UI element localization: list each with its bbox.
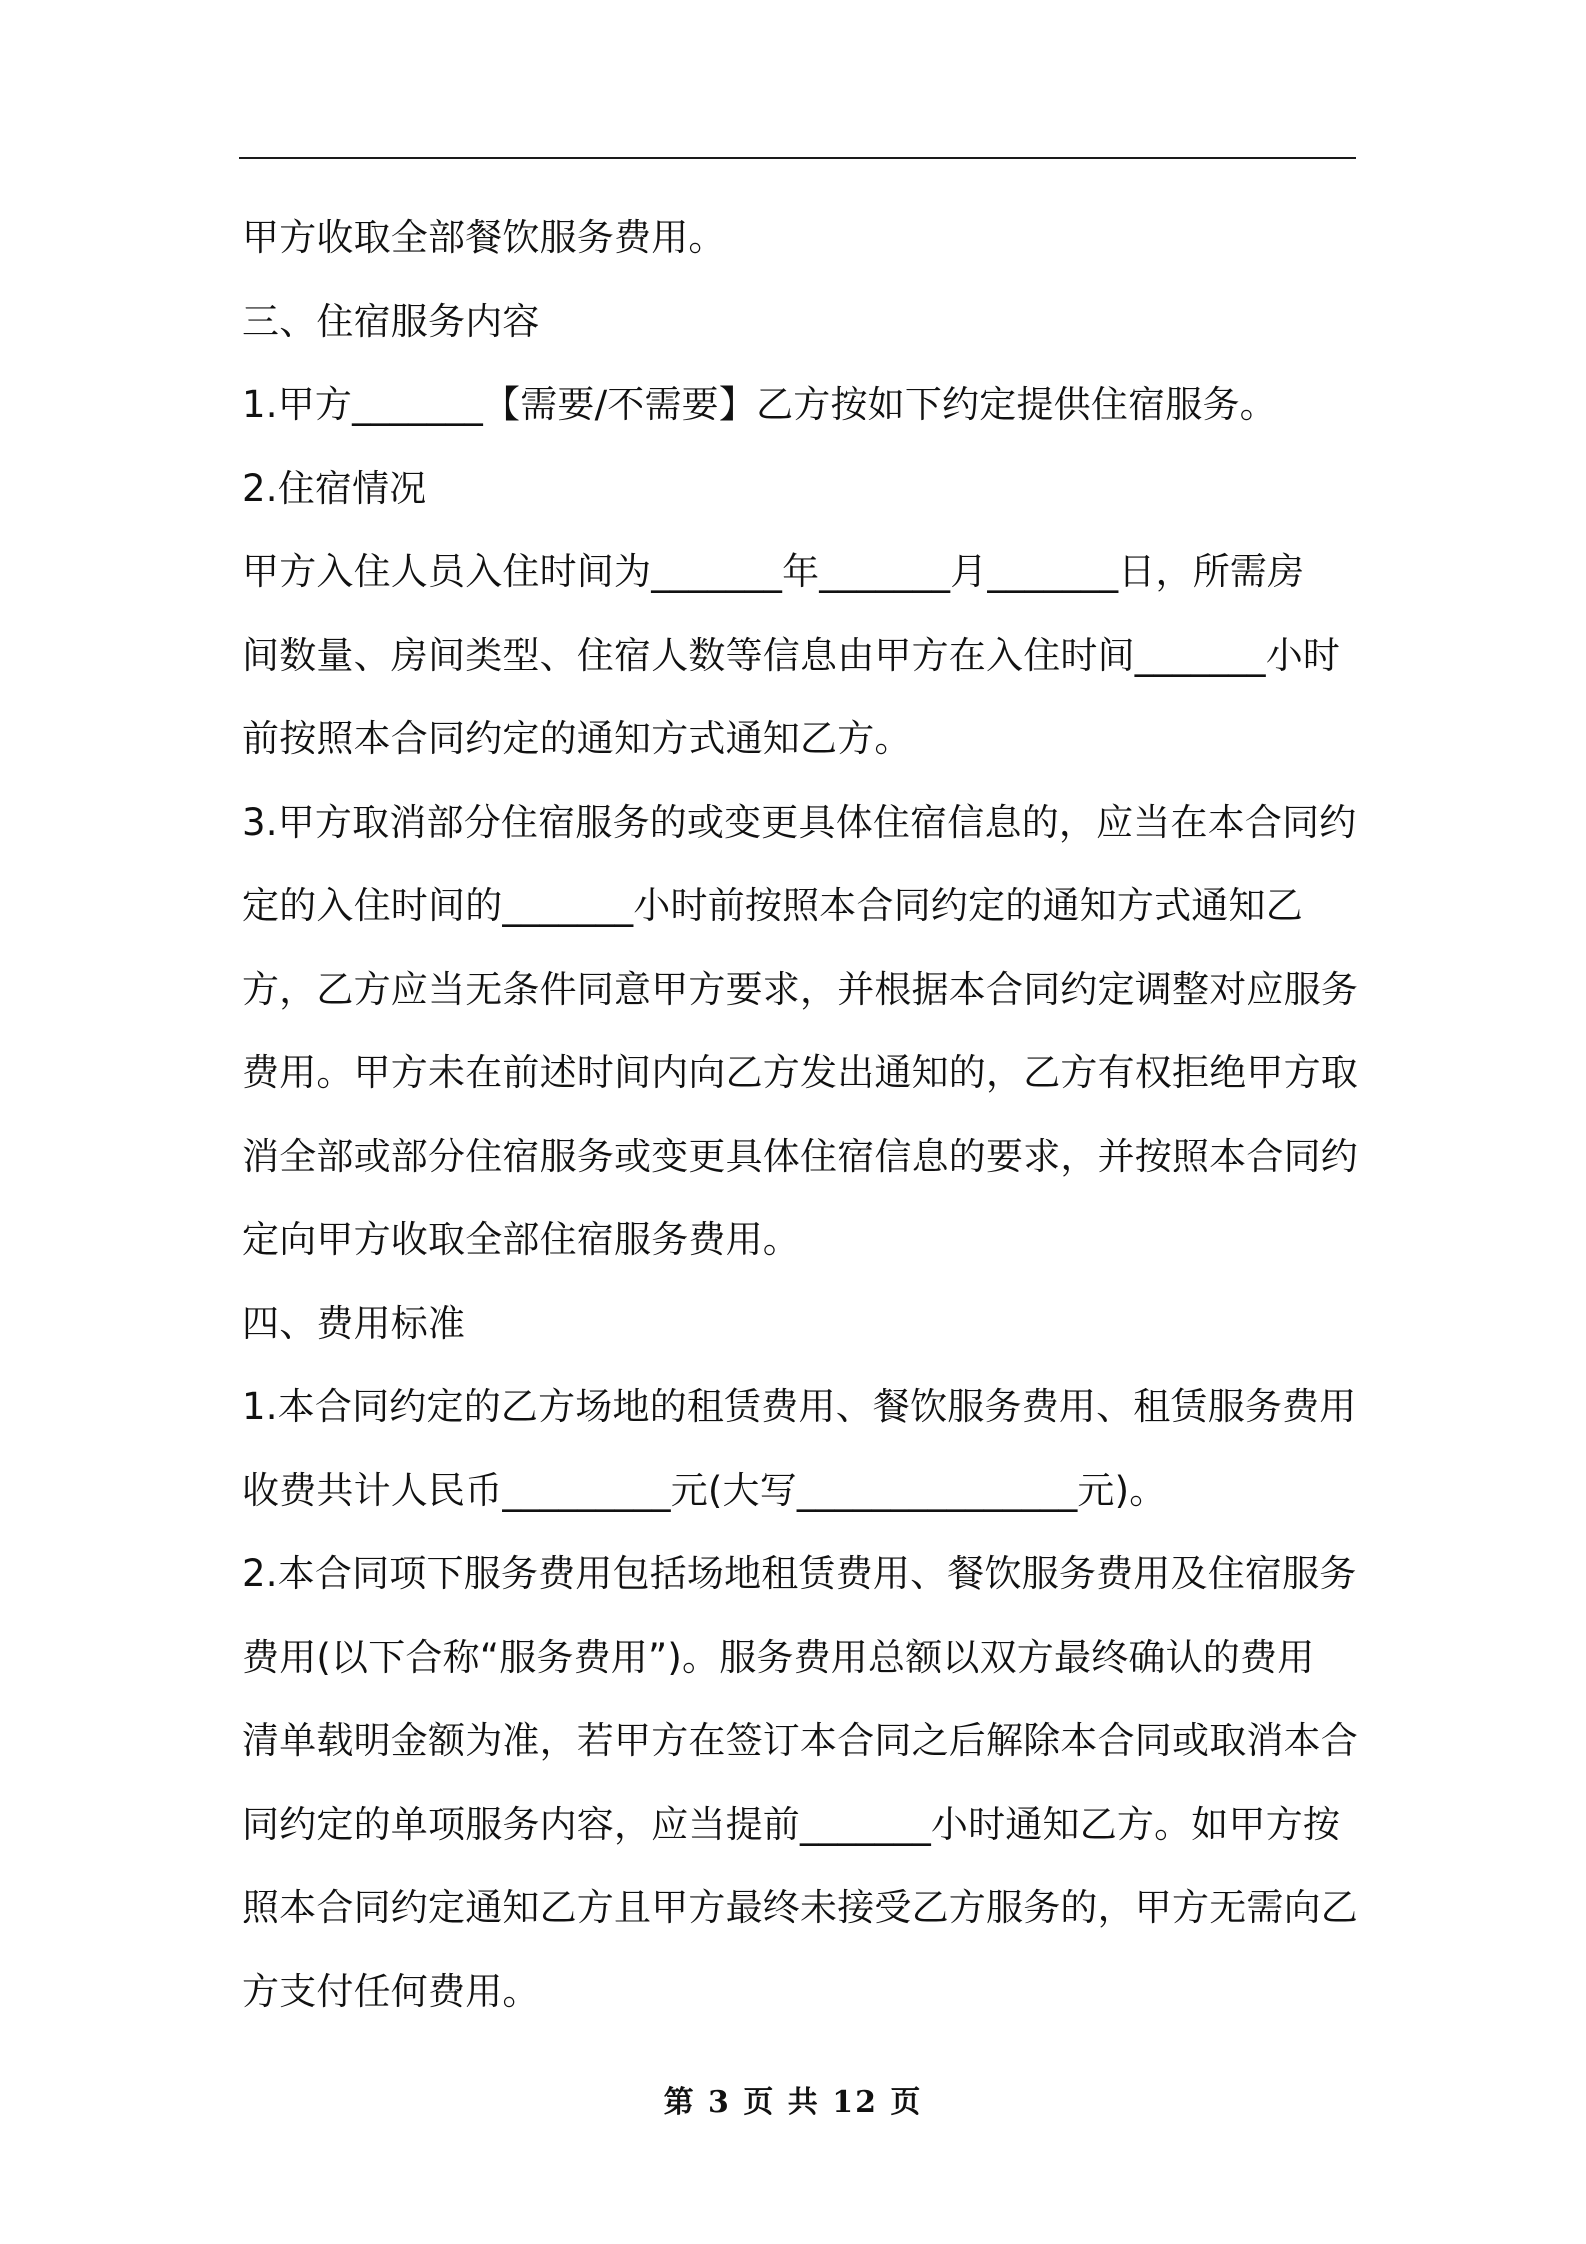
- subsection-heading: 2.住宿情况: [242, 466, 427, 510]
- text-line: 甲方入住人员入住时间为_______年_______月_______日，所需房: [242, 550, 1305, 593]
- page-number: 第 3 页 共 12 页: [663, 2085, 923, 2120]
- text-line: 清单载明金额为准，若甲方在签订本合同之后解除本合同或取消本合: [242, 1719, 1358, 1762]
- text-line: 定的入住时间的_______小时前按照本合同约定的通知方式通知乙: [242, 884, 1303, 927]
- text-line: 1.甲方_______【需要/不需要】乙方按如下约定提供住宿服务。: [242, 383, 1277, 426]
- text-line: 照本合同约定通知乙方且甲方最终未接受乙方服务的，甲方无需向乙: [242, 1886, 1358, 1929]
- text-line: 方，乙方应当无条件同意甲方要求，并根据本合同约定调整对应服务: [242, 967, 1358, 1011]
- text-line: 收费共计人民币_________元(大写_______________元)。: [242, 1468, 1167, 1512]
- header-rule: [239, 157, 1356, 159]
- text-line: 方支付任何费用。: [242, 1969, 540, 2013]
- text-line: 消全部或部分住宿服务或变更具体住宿信息的要求，并按照本合同约: [242, 1134, 1358, 1178]
- text-line: 费用。甲方未在前述时间内向乙方发出通知的，乙方有权拒绝甲方取: [242, 1051, 1358, 1094]
- text-line: 间数量、房间类型、住宿人数等信息由甲方在入住时间_______小时: [242, 633, 1341, 677]
- text-line: 费用(以下合称“服务费用”)。服务费用总额以双方最终确认的费用: [242, 1635, 1315, 1679]
- text-line: 前按照本合同约定的通知方式通知乙方。: [242, 717, 912, 760]
- text-line: 1.本合同约定的乙方场地的租赁费用、餐饮服务费用、租赁服务费用: [242, 1385, 1357, 1428]
- text-line: 同约定的单项服务内容，应当提前_______小时通知乙方。如甲方按: [242, 1802, 1341, 1846]
- document-body: [242, 196, 1358, 2033]
- section-heading: 四、费用标准: [242, 1301, 466, 1345]
- section-heading: 三、住宿服务内容: [242, 299, 540, 343]
- text-line: 定向甲方收取全部住宿服务费用。: [242, 1218, 800, 1261]
- text-line: 2.本合同项下服务费用包括场地租赁费用、餐饮服务费用及住宿服务: [242, 1552, 1357, 1595]
- text-line: 3.甲方取消部分住宿服务的或变更具体住宿信息的，应当在本合同约: [242, 800, 1357, 844]
- text-line: 甲方收取全部餐饮服务费用。: [242, 216, 726, 259]
